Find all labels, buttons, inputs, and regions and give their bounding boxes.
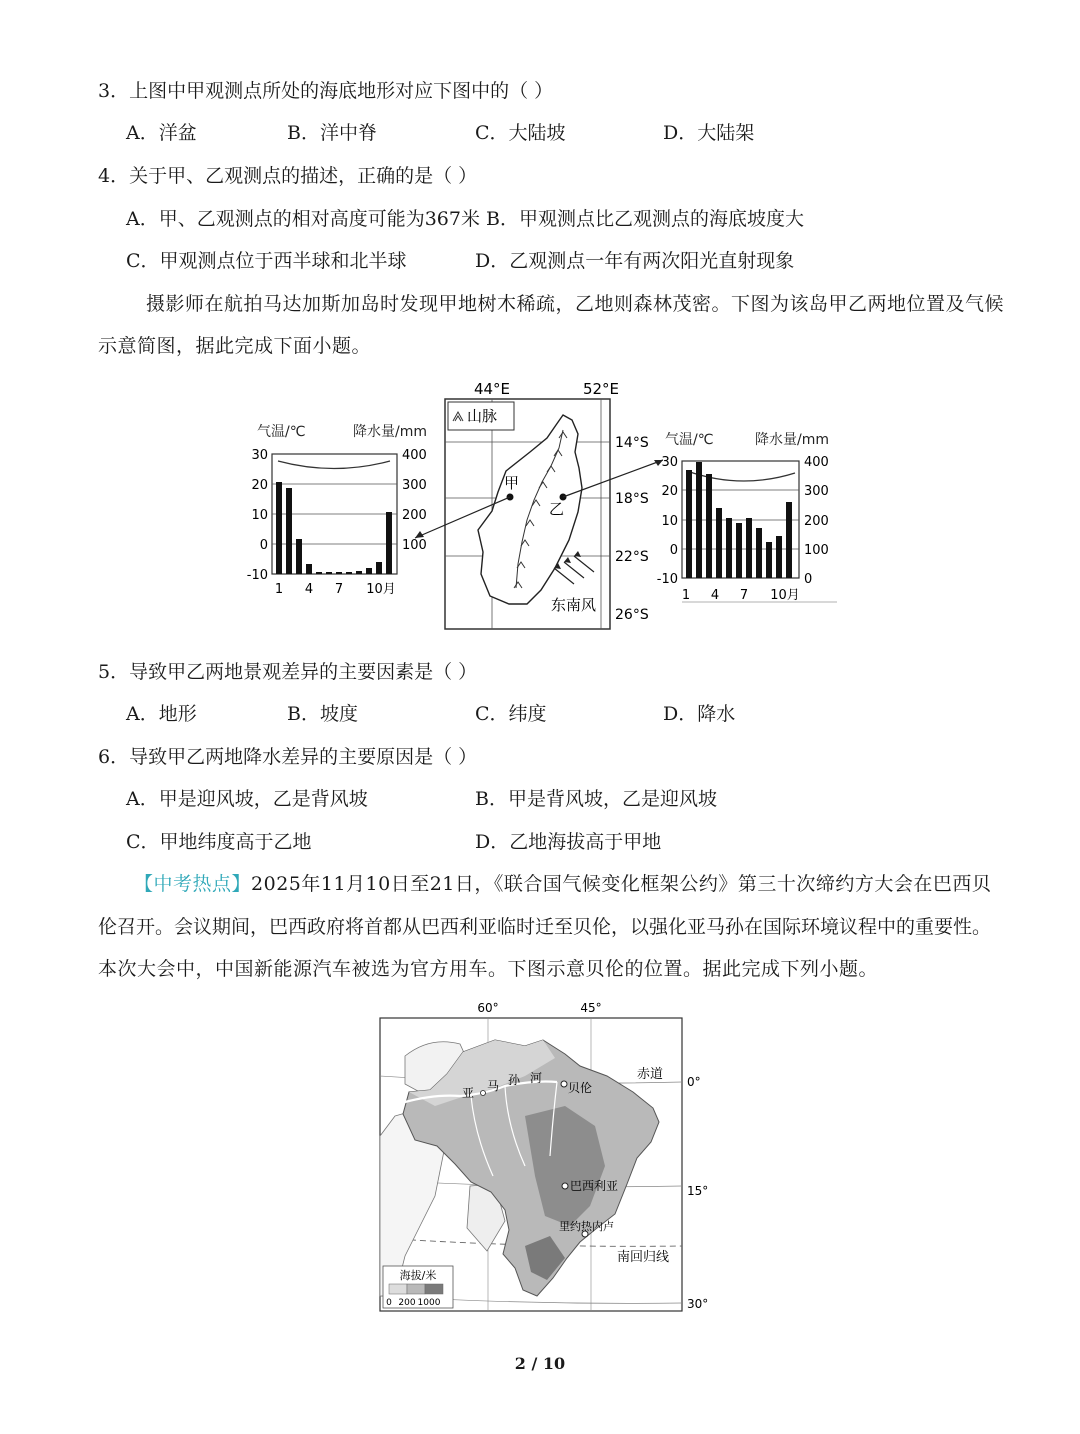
left-precip-tick: 400 [402, 448, 427, 463]
hot-topic-line-1 [134, 869, 991, 896]
right-precip-bar [716, 508, 722, 578]
tropic-label: 南回归线 [617, 1250, 670, 1265]
right-precip-bar [776, 536, 782, 578]
page-number: 2 / 10 [514, 1354, 566, 1373]
left-precip-bar [296, 539, 302, 574]
longitude-52e: 52°E [582, 380, 620, 398]
right-temp-tick: -10 [656, 572, 678, 587]
left-precip-tick: 300 [402, 478, 427, 493]
right-month-tick: 10月 [770, 588, 800, 603]
point-a-label: 甲 [504, 474, 520, 492]
right-precip-bar [746, 518, 752, 578]
brasilia-marker [562, 1183, 568, 1189]
longitude-45: 45° [580, 1001, 602, 1015]
question-3-stem: 3．上图中甲观测点所处的海底地形对应下图中的（ ） [98, 80, 554, 102]
left-month-tick: 7 [334, 582, 344, 597]
right-precip-tick: 300 [804, 484, 829, 499]
q4-option-d[interactable]: D．乙观测点一年有两次阳光直射现象 [475, 250, 795, 272]
left-temp-tick: -10 [246, 568, 268, 583]
right-temp-tick: 0 [669, 543, 678, 558]
madagascar-climate-figure [245, 372, 845, 634]
latitude-0: 0° [687, 1075, 701, 1089]
left-month-tick: 1 [274, 582, 284, 597]
latitude-22s: 22°S [615, 549, 649, 565]
madagascar-map [445, 380, 649, 629]
left-month-tick: 10月 [366, 582, 396, 597]
hot-topic-tag: 【中考热点】 [134, 873, 252, 895]
latitude-26s: 26°S [615, 607, 649, 623]
left-precip-tick: 200 [402, 508, 427, 523]
left-precip-bar [336, 572, 342, 574]
hot-topic-line-3: 本次大会中，中国新能源汽车被选为官方用车。下图示意贝伦的位置。据此完成下列小题。 [98, 958, 879, 980]
right-temp-axis-label: 气温/℃ [665, 432, 714, 448]
intro-paragraph-line-1: 摄影师在航拍马达加斯加岛时发现甲地树木稀疏，乙地则森林茂密。下图为该岛甲乙两地位置及气候 [146, 293, 1005, 315]
left-climate-chart [247, 423, 427, 597]
q4-option-b[interactable]: B．甲观测点比乙观测点的海底坡度大 [486, 208, 804, 230]
q5-option-c[interactable]: C．纬度 [475, 703, 547, 725]
right-precip-tick: 100 [804, 543, 829, 558]
q6-option-c[interactable]: C．甲地纬度高于乙地 [126, 831, 312, 853]
right-precip-tick: 200 [804, 514, 829, 529]
right-precip-tick: 400 [804, 455, 829, 470]
legend-tick: 200 [398, 1298, 416, 1308]
left-temperature-curve [278, 461, 390, 469]
belem-marker [561, 1081, 567, 1087]
q4-option-a[interactable]: A．甲、乙观测点的相对高度可能为367米 [126, 208, 480, 230]
latitude-15: 15° [687, 1184, 709, 1198]
right-precip-bar [786, 502, 792, 578]
hot-topic-line-2: 伦召开。会议期间，巴西政府将首都从巴西利亚临时迁至贝伦，以强化亚马孙在国际环境议程中的重要性。 [98, 916, 992, 938]
longitude-44e: 44°E [473, 380, 511, 398]
left-temp-axis-label: 气温/℃ [257, 424, 306, 440]
left-temp-tick: 30 [251, 448, 268, 463]
legend-tick: 0 [386, 1298, 392, 1308]
q3-option-c[interactable]: C．大陆坡 [475, 122, 566, 144]
left-precip-bar [286, 488, 292, 574]
left-precip-bar [326, 572, 332, 574]
right-precip-bar [696, 462, 702, 578]
legend-tick: 1000 [417, 1298, 441, 1308]
point-b-label: 乙 [549, 500, 565, 518]
city-belem: 贝伦 [568, 1081, 593, 1095]
right-precip-bar [736, 523, 742, 578]
right-temp-tick: 20 [661, 484, 678, 499]
river-char: 亚 [462, 1086, 475, 1100]
right-precip-tick: 0 [804, 572, 813, 587]
q5-option-b[interactable]: B．坡度 [287, 703, 358, 725]
right-temperature-curve [687, 471, 795, 481]
right-precip-bar [686, 470, 692, 578]
river-char: 马 [487, 1079, 500, 1093]
legend-mountain-label: 山脉 [467, 407, 498, 425]
legend-title: 海拔/米 [399, 1269, 437, 1282]
left-precip-bar [386, 512, 392, 574]
wind-label: 东南风 [551, 596, 597, 614]
left-temp-tick: 10 [251, 508, 268, 523]
q6-option-b[interactable]: B．甲是背风坡，乙是迎风坡 [475, 788, 717, 810]
right-precip-axis-label: 降水量/mm [755, 432, 829, 448]
right-month-tick: 7 [739, 588, 749, 603]
question-4-stem: 4．关于甲、乙观测点的描述，正确的是（ ） [98, 165, 478, 187]
river-char: 河 [530, 1071, 543, 1085]
right-climate-chart [657, 431, 837, 603]
left-precip-bar [366, 568, 372, 574]
left-precip-bar [346, 572, 352, 574]
longitude-60: 60° [477, 1001, 499, 1015]
left-precip-bar [356, 571, 362, 574]
brazil-map-figure [375, 996, 710, 1318]
left-month-tick: 4 [304, 582, 314, 597]
right-precip-bar [756, 528, 762, 578]
right-precip-bar [726, 518, 732, 578]
right-temp-tick: 10 [661, 514, 678, 529]
intro-paragraph-line-2: 示意简图，据此完成下面小题。 [98, 335, 372, 357]
left-precip-axis-label: 降水量/mm [353, 424, 427, 440]
q5-option-a[interactable]: A．地形 [126, 703, 197, 725]
latitude-18s: 18°S [615, 491, 649, 507]
latitude-14s: 14°S [615, 435, 649, 451]
right-temp-tick: 30 [661, 455, 678, 470]
left-precip-tick: 100 [402, 538, 427, 553]
q3-option-b[interactable]: B．洋中脊 [287, 122, 377, 144]
q6-option-d[interactable]: D．乙地海拔高于甲地 [475, 831, 662, 853]
right-month-tick: 4 [710, 588, 720, 603]
q5-option-d[interactable]: D．降水 [663, 703, 736, 725]
left-precip-bar [306, 564, 312, 574]
right-precip-bar [766, 542, 772, 578]
left-precip-bar [276, 482, 282, 574]
hot-topic-line-1-text: 2025年11月10日至21日，《联合国气候变化框架公约》第三十次缔约方大会在巴西贝 [251, 873, 992, 895]
left-temp-tick: 20 [251, 478, 268, 493]
equator-label: 赤道 [637, 1067, 664, 1082]
question-5-stem: 5．导致甲乙两地景观差异的主要因素是（ ） [98, 661, 478, 683]
q4-option-c[interactable]: C．甲观测点位于西半球和北半球 [126, 250, 407, 272]
question-6-stem: 6．导致甲乙两地降水差异的主要原因是（ ） [98, 746, 478, 768]
q3-option-d[interactable]: D．大陆架 [663, 122, 755, 144]
river-char: 孙 [508, 1073, 521, 1087]
left-temp-tick: 0 [259, 538, 268, 553]
city-rio: 里约热内卢 [559, 1220, 614, 1233]
q6-option-a[interactable]: A．甲是迎风坡，乙是背风坡 [126, 788, 368, 810]
left-precip-bar [376, 562, 382, 574]
q3-option-a[interactable]: A．洋盆 [126, 122, 197, 144]
right-month-tick: 1 [681, 588, 691, 603]
city-brasilia: 巴西利亚 [570, 1179, 619, 1193]
latitude-30: 30° [687, 1297, 709, 1311]
left-precip-bar [316, 572, 322, 574]
right-precip-bar [706, 474, 712, 578]
